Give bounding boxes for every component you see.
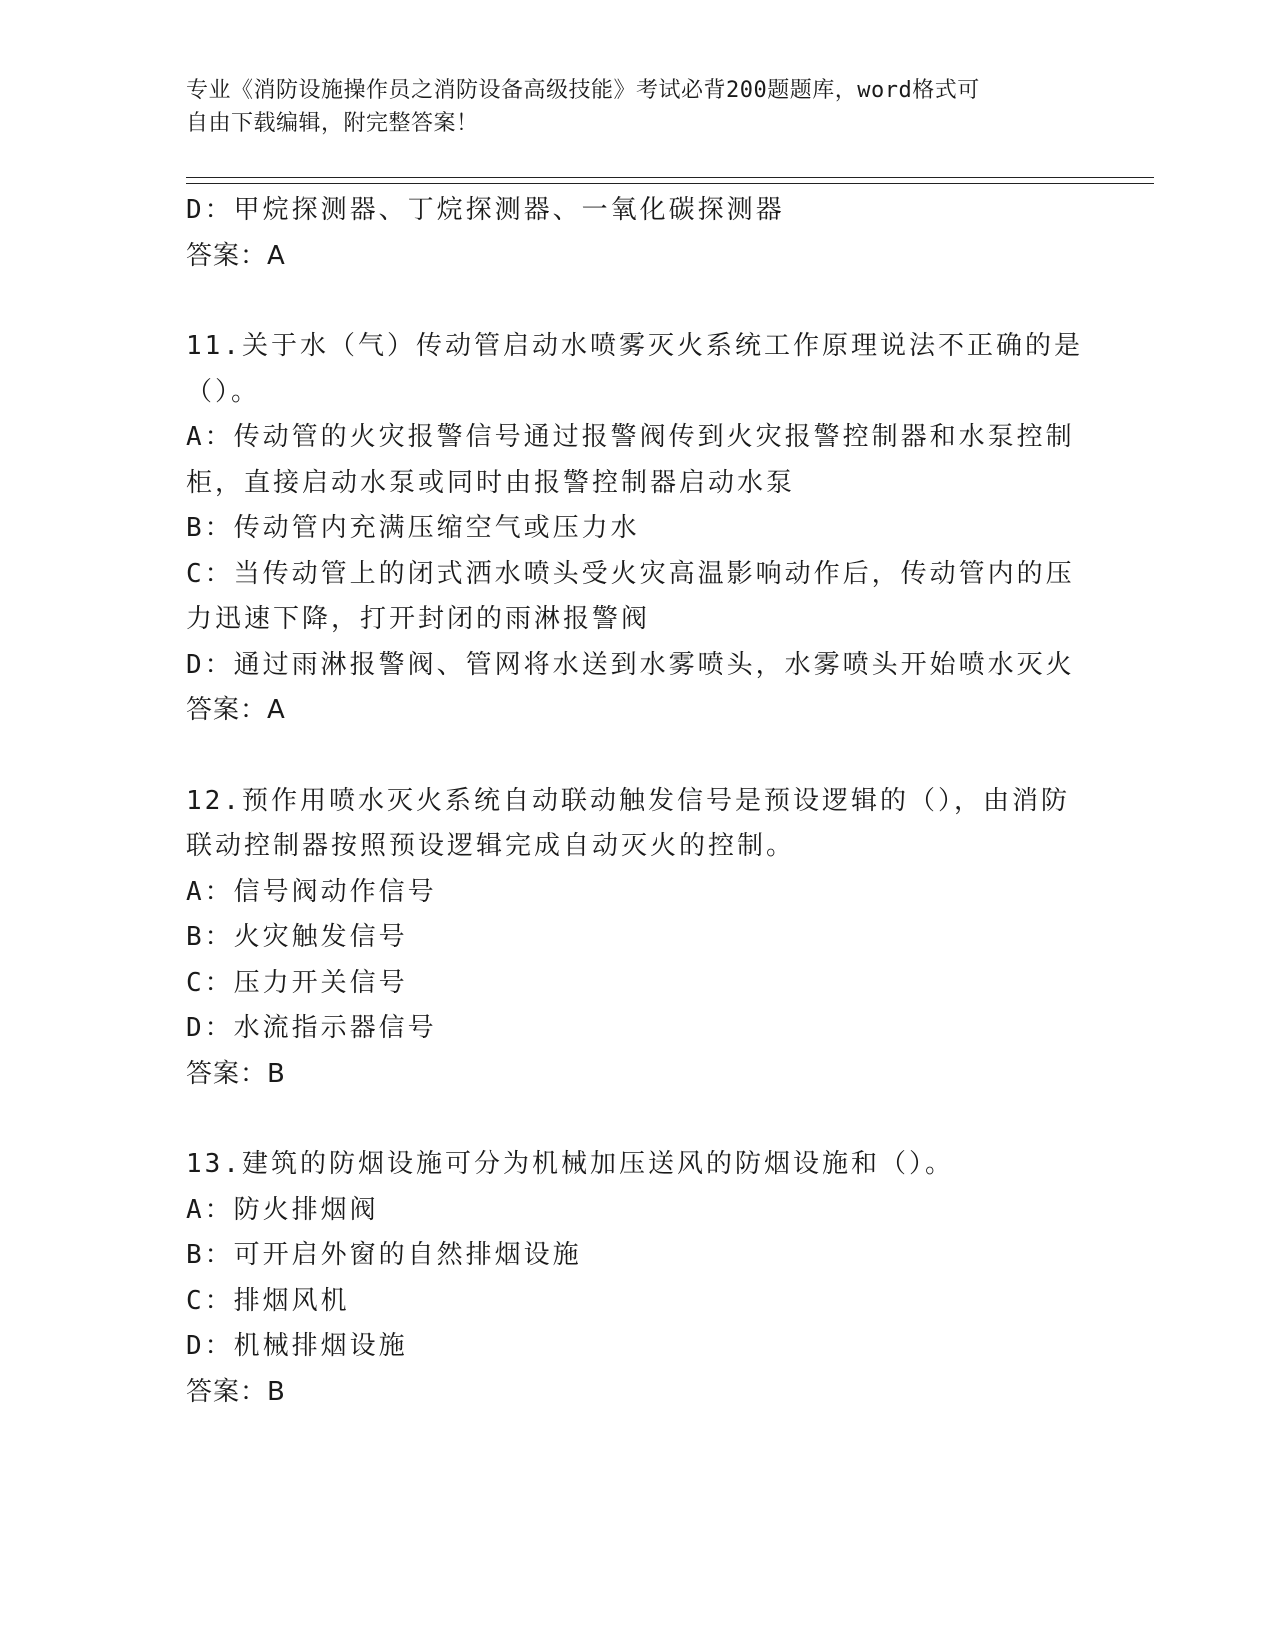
option-c: C：压力开关信号 [186, 967, 408, 998]
header-title-line: 自由下载编辑，附完整答案！ [186, 111, 479, 136]
question-block-11 [186, 324, 1086, 734]
option-d: D：甲烷探测器、丁烷探测器、一氧化碳探测器 [186, 195, 785, 225]
option-b: B：传动管内充满压缩空气或压力水 [186, 513, 640, 543]
option-d: D：通过雨淋报警阀、管网将水送到水雾喷头，水雾喷头开始喷水灭火 [186, 649, 1075, 680]
header-divider [186, 177, 1154, 184]
answer-line: 答案：A [186, 695, 286, 725]
question-stem: 13.建筑的防烟设施可分为机械加压送风的防烟设施和（）。 [186, 1149, 954, 1179]
option-a: A：防火排烟阀 [186, 1194, 379, 1225]
partial-question-block [186, 188, 1086, 279]
question-stem: 12.预作用喷水灭火系统自动联动触发信号是预设逻辑的（），由消防 [186, 785, 1070, 816]
spacer [186, 279, 1086, 324]
option-b: B：火灾触发信号 [186, 922, 408, 952]
question-stem: 11.关于水（气）传动管启动水喷雾灭火系统工作原理说法不正确的是 [186, 331, 1083, 361]
option-d: D：机械排烟设施 [186, 1331, 408, 1361]
option-a: 柜，直接启动水泵或同时由报警控制器启动水泵 [186, 467, 796, 498]
spacer [186, 734, 1086, 779]
spacer [186, 1097, 1086, 1142]
question-block-13 [186, 1142, 1086, 1415]
option-c: 力迅速下降，打开封闭的雨淋报警阀 [186, 604, 651, 634]
option-a: A：信号阀动作信号 [186, 876, 437, 907]
question-stem: 联动控制器按照预设逻辑完成自动灭火的控制。 [186, 831, 796, 861]
answer-line: 答案：B [186, 1058, 286, 1089]
document-header [186, 74, 1066, 140]
option-b: B：可开启外窗的自然排烟设施 [186, 1240, 582, 1270]
option-c: C：排烟风机 [186, 1285, 350, 1316]
header-title-line: 专业《消防设施操作员之消防设备高级技能》考试必背200题题库，word格式可 [186, 78, 980, 103]
question-stem: （）。 [186, 376, 261, 407]
option-c: C：当传动管上的闭式洒水喷头受火灾高温影响动作后，传动管内的压 [186, 558, 1075, 589]
answer-line: 答案：A [186, 240, 286, 271]
question-content [186, 188, 1086, 1415]
question-block-12 [186, 779, 1086, 1098]
answer-line: 答案：B [186, 1376, 286, 1407]
option-a: A：传动管的火灾报警信号通过报警阀传到火灾报警控制器和水泵控制 [186, 422, 1075, 452]
option-d: D：水流指示器信号 [186, 1013, 437, 1043]
